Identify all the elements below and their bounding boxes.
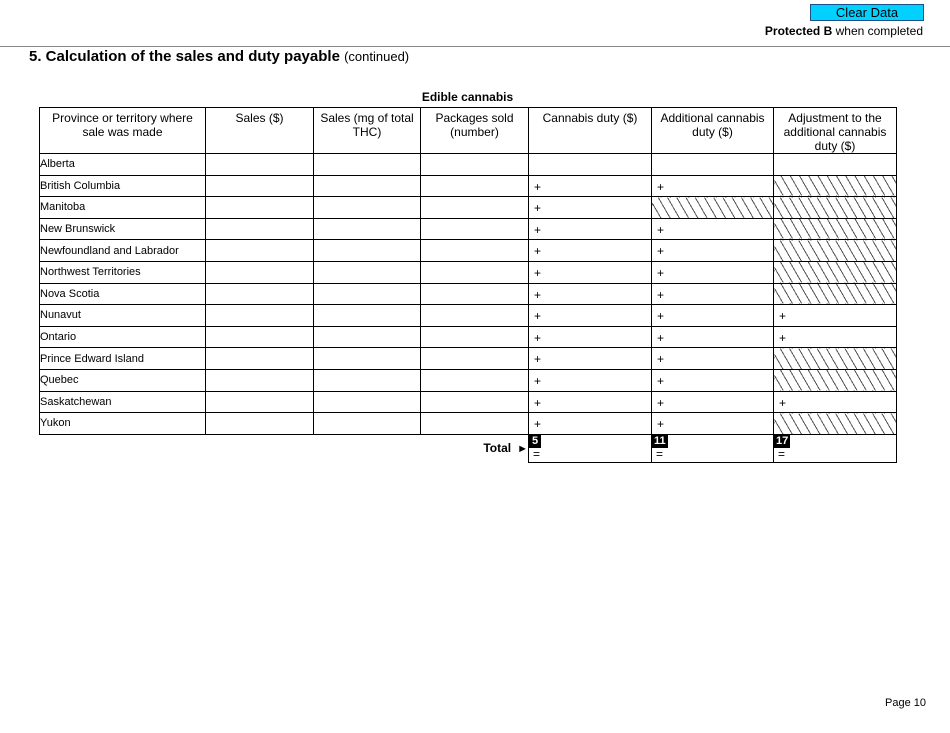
province-label: Saskatchewan <box>40 391 206 413</box>
page-number: Page 10 <box>885 697 926 709</box>
sales-mg-input[interactable] <box>314 240 421 262</box>
sales-mg-input[interactable] <box>314 197 421 219</box>
sales-dollars-input[interactable] <box>206 154 314 176</box>
sales-dollars-input[interactable] <box>206 369 314 391</box>
plus-sign: + <box>657 373 665 388</box>
plus-sign: + <box>779 330 787 345</box>
table-row <box>40 369 897 391</box>
total-additional-duty-input[interactable] <box>652 434 774 462</box>
table-row <box>40 154 897 176</box>
line-number-badge: 5 <box>529 435 541 448</box>
packages-input[interactable] <box>421 218 529 240</box>
additional-duty-shaded-cell <box>652 197 774 219</box>
plus-sign: + <box>534 244 542 259</box>
total-spacer <box>314 434 421 462</box>
adjustment-shaded-cell <box>774 283 897 305</box>
packages-input[interactable] <box>421 326 529 348</box>
plus-sign: + <box>534 417 542 432</box>
province-label: Nunavut <box>40 305 206 327</box>
section-title-text: 5. Calculation of the sales and duty payable <box>29 48 340 65</box>
table-row <box>40 413 897 435</box>
sales-dollars-input[interactable] <box>206 391 314 413</box>
plus-sign: + <box>779 395 787 410</box>
sales-mg-input[interactable] <box>314 348 421 370</box>
packages-input[interactable] <box>421 391 529 413</box>
column-header-cannabis-duty: Cannabis duty ($) <box>529 108 652 154</box>
plus-sign: + <box>657 287 665 302</box>
additional-duty-input[interactable] <box>652 369 774 391</box>
additional-duty-input[interactable] <box>652 218 774 240</box>
province-label: Nova Scotia <box>40 283 206 305</box>
plus-sign: + <box>657 265 665 280</box>
sales-dollars-input[interactable] <box>206 261 314 283</box>
additional-duty-input[interactable] <box>652 175 774 197</box>
province-label: Manitoba <box>40 197 206 219</box>
column-header-sales-dollars: Sales ($) <box>206 108 314 154</box>
adjustment-input[interactable] <box>774 391 897 413</box>
plus-sign: + <box>657 309 665 324</box>
cannabis-duty-input[interactable] <box>529 240 652 262</box>
adjustment-shaded-cell <box>774 197 897 219</box>
table-row <box>40 175 897 197</box>
table-row <box>40 197 897 219</box>
table-row <box>40 240 897 262</box>
table-row <box>40 391 897 413</box>
line-number-badge: 17 <box>776 434 789 447</box>
sales-mg-input[interactable] <box>314 326 421 348</box>
cannabis-duty-input[interactable] <box>529 261 652 283</box>
total-spacer <box>206 434 314 462</box>
section-continued: (continued) <box>344 49 410 64</box>
adjustment-shaded-cell <box>774 348 897 370</box>
plus-sign: + <box>534 265 542 280</box>
sales-dollars-input[interactable] <box>206 413 314 435</box>
packages-input[interactable] <box>421 240 529 262</box>
plus-sign: + <box>657 244 665 259</box>
packages-input[interactable] <box>421 175 529 197</box>
arrow-right-icon: ► <box>517 443 528 456</box>
cannabis-duty-input[interactable] <box>529 326 652 348</box>
plus-sign: + <box>657 352 665 367</box>
equals-sign: = <box>656 446 664 461</box>
plus-sign: + <box>534 179 542 194</box>
sales-mg-input[interactable] <box>314 175 421 197</box>
line-number-badge: 11 <box>654 434 666 447</box>
cannabis-duty-input[interactable] <box>529 305 652 327</box>
cannabis-duty-input[interactable] <box>529 154 652 176</box>
sales-dollars-input[interactable] <box>206 348 314 370</box>
additional-duty-input[interactable] <box>652 240 774 262</box>
table-row <box>40 218 897 240</box>
table-row <box>40 326 897 348</box>
plus-sign: + <box>657 330 665 345</box>
packages-input[interactable] <box>421 305 529 327</box>
equals-sign: = <box>778 446 786 461</box>
province-label: Yukon <box>40 413 206 435</box>
additional-duty-input[interactable] <box>652 413 774 435</box>
province-label: Ontario <box>40 326 206 348</box>
plus-sign: + <box>657 417 665 432</box>
sales-dollars-input[interactable] <box>206 305 314 327</box>
sales-mg-input[interactable] <box>314 369 421 391</box>
adjustment-shaded-cell <box>774 261 897 283</box>
plus-sign: + <box>534 222 542 237</box>
plus-sign: + <box>657 222 665 237</box>
equals-sign: = <box>533 446 541 461</box>
plus-sign: + <box>534 352 542 367</box>
column-header-province: Province or territory where sale was made <box>40 108 206 154</box>
plus-sign: + <box>534 330 542 345</box>
adjustment-shaded-cell <box>774 175 897 197</box>
packages-input[interactable] <box>421 413 529 435</box>
plus-sign: + <box>779 309 787 324</box>
total-spacer <box>40 434 206 462</box>
additional-duty-input[interactable] <box>652 154 774 176</box>
additional-duty-input[interactable] <box>652 348 774 370</box>
sales-dollars-input[interactable] <box>206 240 314 262</box>
cannabis-duty-input[interactable] <box>529 197 652 219</box>
additional-duty-input[interactable] <box>652 391 774 413</box>
plus-sign: + <box>534 201 542 216</box>
packages-input[interactable] <box>421 283 529 305</box>
plus-sign: + <box>534 395 542 410</box>
sales-mg-input[interactable] <box>314 283 421 305</box>
header-divider <box>0 46 950 47</box>
packages-input[interactable] <box>421 369 529 391</box>
adjustment-shaded-cell <box>774 218 897 240</box>
plus-sign: + <box>657 179 665 194</box>
table-caption: Edible cannabis <box>421 90 514 104</box>
clear-data-button[interactable]: Clear Data <box>810 4 924 21</box>
sales-dollars-input[interactable] <box>206 175 314 197</box>
edible-cannabis-table <box>39 107 897 463</box>
packages-input[interactable] <box>421 197 529 219</box>
additional-duty-input[interactable] <box>652 261 774 283</box>
protected-label: Protected B <box>764 24 833 38</box>
adjustment-input[interactable] <box>774 154 897 176</box>
section-title <box>29 48 409 65</box>
packages-input[interactable] <box>421 154 529 176</box>
additional-duty-input[interactable] <box>652 283 774 305</box>
table-row <box>40 283 897 305</box>
province-label: Northwest Territories <box>40 261 206 283</box>
protected-status <box>765 24 923 38</box>
table-row <box>40 348 897 370</box>
table-row <box>40 261 897 283</box>
plus-sign: + <box>534 373 542 388</box>
table-row <box>40 305 897 327</box>
column-header-packages: Packages sold (number) <box>421 108 529 154</box>
province-label: Newfoundland and Labrador <box>40 240 206 262</box>
column-header-sales-mg: Sales (mg of total THC) <box>314 108 421 154</box>
total-cannabis-duty-input[interactable] <box>529 434 652 462</box>
adjustment-input[interactable] <box>774 305 897 327</box>
sales-dollars-input[interactable] <box>206 197 314 219</box>
plus-sign: + <box>534 309 542 324</box>
additional-duty-input[interactable] <box>652 305 774 327</box>
cannabis-duty-input[interactable] <box>529 283 652 305</box>
adjustment-input[interactable] <box>774 326 897 348</box>
sales-mg-input[interactable] <box>314 413 421 435</box>
protected-suffix: when completed <box>832 24 923 38</box>
province-label: New Brunswick <box>40 218 206 240</box>
sales-mg-input[interactable] <box>314 218 421 240</box>
table-header-row <box>40 108 897 154</box>
sales-dollars-input[interactable] <box>206 283 314 305</box>
sales-mg-input[interactable] <box>314 305 421 327</box>
total-label-text: Total <box>483 441 512 456</box>
plus-sign: + <box>534 287 542 302</box>
cannabis-duty-input[interactable] <box>529 175 652 197</box>
province-label: Quebec <box>40 369 206 391</box>
column-header-adjustment: Adjustment to the additional cannabis duty ($) <box>774 108 897 154</box>
cannabis-duty-input[interactable] <box>529 369 652 391</box>
province-label: Alberta <box>40 154 206 176</box>
total-label <box>421 434 529 462</box>
total-adjustment-input[interactable] <box>774 434 897 462</box>
adjustment-shaded-cell <box>774 413 897 435</box>
column-header-additional-duty: Additional cannabis duty ($) <box>652 108 774 154</box>
sales-mg-input[interactable] <box>314 261 421 283</box>
additional-duty-input[interactable] <box>652 326 774 348</box>
sales-mg-input[interactable] <box>314 154 421 176</box>
cannabis-duty-input[interactable] <box>529 348 652 370</box>
packages-input[interactable] <box>421 348 529 370</box>
cannabis-duty-input[interactable] <box>529 391 652 413</box>
sales-dollars-input[interactable] <box>206 218 314 240</box>
sales-dollars-input[interactable] <box>206 326 314 348</box>
province-label: Prince Edward Island <box>40 348 206 370</box>
cannabis-duty-input[interactable] <box>529 218 652 240</box>
province-label: British Columbia <box>40 175 206 197</box>
total-row <box>40 434 897 462</box>
packages-input[interactable] <box>421 261 529 283</box>
cannabis-duty-input[interactable] <box>529 413 652 435</box>
plus-sign: + <box>657 395 665 410</box>
sales-mg-input[interactable] <box>314 391 421 413</box>
adjustment-shaded-cell <box>774 369 897 391</box>
adjustment-shaded-cell <box>774 240 897 262</box>
